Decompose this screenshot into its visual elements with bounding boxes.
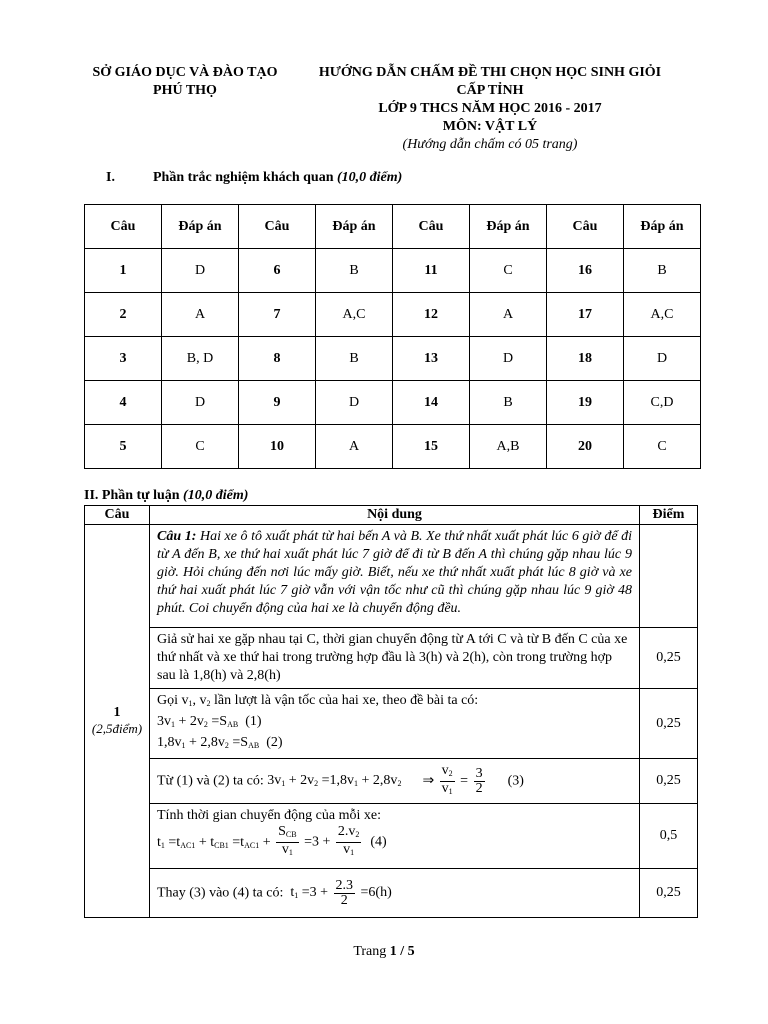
question-number: 6 — [239, 249, 316, 293]
essay-step4-text: Tính thời gian chuyển động của mỗi xe: — [157, 808, 381, 823]
equation-1: $3v_1 + 2v_2 =S_{AB}$ (1) — [157, 714, 262, 729]
table-row — [85, 425, 701, 469]
essay-step5-score: 0,25 — [640, 869, 698, 918]
answer-value: B — [316, 337, 393, 381]
table-row — [85, 293, 701, 337]
answer-value: B — [316, 249, 393, 293]
question-number: 18 — [547, 337, 624, 381]
answer-value: C,D — [624, 381, 701, 425]
question-number: 8 — [239, 337, 316, 381]
answer-value: B — [470, 381, 547, 425]
document-page-note: (Hướng dẫn chấm có 05 trang) — [402, 137, 578, 152]
section1-title: Phần trắc nghiệm khách quan — [153, 170, 334, 185]
essay-step3-score: 0,25 — [640, 759, 698, 804]
essay-question-number: 1 — [113, 705, 121, 720]
page-footer — [0, 944, 768, 960]
essay-step-row — [85, 759, 698, 804]
question-number: 3 — [85, 337, 162, 381]
section2-points: (10,0 điểm) — [183, 488, 249, 503]
equation-1-label: (1) — [245, 714, 262, 729]
question-number: 5 — [85, 425, 162, 469]
equation-3-ratio: $\frac{v_2}{v_1}$ — [441, 762, 453, 796]
essay-step3-text: Từ (1) và (2) ta có: — [157, 773, 264, 789]
essay-header-cau: Câu — [85, 506, 150, 525]
table-row — [85, 337, 701, 381]
question-number: 1 — [85, 249, 162, 293]
essay-step5-content — [151, 877, 638, 910]
section1-number: I. — [106, 170, 115, 185]
document-grade-year: LỚP 9 THCS NĂM HỌC 2016 - 2017 — [378, 101, 602, 116]
equation-2: $1,8v_1 + 2,8v_2 =S_{AB}$ (2) — [157, 735, 283, 750]
equation-3-label: (3) — [507, 773, 524, 789]
header-dap-an-3: Đáp án — [470, 205, 547, 249]
equation-3-value: $\frac{3}{2}$ — [475, 765, 483, 796]
question-number: 15 — [393, 425, 470, 469]
essay-step-row — [85, 869, 698, 918]
essay-step2-content — [151, 690, 638, 757]
essay-question-cell — [85, 525, 150, 918]
essay-step2-intro-b: lần lượt là vận tốc của hai xe, theo đề bài ta có: — [214, 693, 479, 708]
answer-value: D — [316, 381, 393, 425]
answer-value: D — [624, 337, 701, 381]
table-row — [85, 249, 701, 293]
header-dap-an-4: Đáp án — [624, 205, 701, 249]
question-number: 11 — [393, 249, 470, 293]
table-row — [85, 381, 701, 425]
answer-value: A — [162, 293, 239, 337]
question-number: 20 — [547, 425, 624, 469]
essay-step2-score: 0,25 — [640, 689, 698, 759]
department-name: SỞ GIÁO DỤC VÀ ĐÀO TẠO — [92, 65, 278, 80]
question-number: 12 — [393, 293, 470, 337]
header-dap-an-1: Đáp án — [162, 205, 239, 249]
department-header — [70, 64, 300, 100]
header-cau-2: Câu — [239, 205, 316, 249]
answer-value: D — [162, 249, 239, 293]
answer-value: A — [316, 425, 393, 469]
section1-points: (10,0 điểm) — [336, 170, 403, 185]
essay-step5-cell — [150, 869, 640, 918]
question-number: 4 — [85, 381, 162, 425]
essay-question-points: (2,5điểm) — [91, 721, 143, 736]
essay-prompt-row — [85, 525, 698, 628]
essay-step5-text: Thay (3) vào (4) ta có: — [157, 885, 284, 901]
essay-header-diem: Điểm — [640, 506, 698, 525]
header-cau-3: Câu — [393, 205, 470, 249]
essay-step2-intro — [157, 692, 632, 713]
page-label: Trang — [353, 944, 387, 959]
essay-prompt-score — [640, 525, 698, 628]
equation-2-label: (2) — [266, 735, 283, 750]
question-number: 2 — [85, 293, 162, 337]
question-number: 10 — [239, 425, 316, 469]
page-number: 1 / 5 — [389, 944, 415, 959]
equation-4-label: (4) — [370, 834, 387, 850]
section2-heading — [84, 488, 248, 504]
equation-4: $t_1 =t_{AC1} + t_{CB1} =t_{AC1}$ + $\frac{S_{CB}}{v_1}$ =3 + $\frac{2.v_2}{v_1}$ (4) — [157, 824, 387, 857]
answer-value: A,C — [316, 293, 393, 337]
answer-value: B — [624, 249, 701, 293]
question-number: 16 — [547, 249, 624, 293]
answer-value: B, D — [162, 337, 239, 381]
section2-title: II. Phần tự luận — [84, 488, 180, 503]
document-level: CẤP TỈNH — [456, 83, 524, 98]
answer-value: D — [162, 381, 239, 425]
section1-heading — [153, 170, 402, 186]
essay-step2-cell — [150, 689, 640, 759]
essay-step4-cell — [150, 804, 640, 869]
equation-3-lhs: $3v_1 + 2v_2 =1,8v_1 + 2,8v_2$ — [267, 773, 402, 789]
answer-value: A,B — [470, 425, 547, 469]
header-cau-1: Câu — [85, 205, 162, 249]
header-dap-an-2: Đáp án — [316, 205, 393, 249]
document-title: HƯỚNG DẪN CHẤM ĐỀ THI CHỌN HỌC SINH GIỎI — [318, 65, 662, 80]
question-number: 7 — [239, 293, 316, 337]
essay-prompt-label: Câu 1: — [157, 529, 197, 544]
answer-key-table — [84, 204, 701, 469]
answer-key-header-row — [85, 205, 701, 249]
header-cau-4: Câu — [547, 205, 624, 249]
essay-step-row — [85, 804, 698, 869]
essay-step1-cell — [150, 628, 640, 689]
essay-prompt — [151, 526, 638, 620]
essay-step3-cell — [150, 759, 640, 804]
answer-value: A,C — [624, 293, 701, 337]
answer-value: C — [624, 425, 701, 469]
essay-step-row — [85, 689, 698, 759]
question-number: 14 — [393, 381, 470, 425]
answer-value: D — [470, 337, 547, 381]
question-number: 9 — [239, 381, 316, 425]
essay-header-noi-dung: Nội dung — [150, 506, 640, 525]
essay-prompt-text: Hai xe ô tô xuất phát từ hai bến A và B. Xe thứ nhất xuất phát lúc 6 giờ để đi từ A đến B, xe thứ hai xuất phát lúc 7 giờ để đi từ B đến A thì chúng gặp nhau lúc 9 giờ. Hỏi chúng đến nơi lúc mấy giờ. Biết, nếu xe thứ nhất xuất phát lúc 8 giờ và xe thứ hai xuất phát lúc 7 giờ vẫn với vận tốc như cũ thì chúng gặp nhau lúc 9 giờ 48 phút. Coi chuyển động của hai xe là chuyển động đều. — [157, 529, 633, 616]
document-subject: MÔN: VẬT LÝ — [442, 119, 538, 134]
essay-header-row — [85, 506, 698, 525]
question-number: 17 — [547, 293, 624, 337]
essay-prompt-cell — [150, 525, 640, 628]
question-number: 19 — [547, 381, 624, 425]
equation-5: $t_1 =3$ + $\frac{2.3}{2}$ =6(h) — [290, 877, 392, 908]
essay-grading-table — [84, 505, 698, 918]
answer-value: A — [470, 293, 547, 337]
essay-step2-intro-a: Gọi — [157, 693, 178, 708]
essay-step4-score: 0,5 — [640, 804, 698, 869]
essay-step-row — [85, 628, 698, 689]
essay-step1-text: Giả sử hai xe gặp nhau tại C, thời gian chuyển động từ A tới C và từ B đến C của xe thứ nhất và xe thứ hai trong trường hợp đầu là 3(h) và 2(h), còn trong trường hợp sau là 1,8(h) và 2,8(h) — [157, 632, 628, 683]
implies-icon: ⇒ — [422, 773, 435, 789]
answer-value: C — [470, 249, 547, 293]
province-name: PHÚ THỌ — [153, 83, 217, 98]
essay-step4-content — [151, 805, 638, 862]
document-title-block — [290, 64, 690, 154]
answer-value: C — [162, 425, 239, 469]
velocity-symbols: $v_1$, $v_2$ — [181, 693, 211, 708]
essay-step3-content: Từ (1) và (2) ta có: $3v_1 + 2v_2 =1,8v_1 + 2,8v_2$ ⇒ $\frac{v_2}{v_1}$ = $\frac{3}{2}$ (3) — [151, 762, 638, 801]
question-number: 13 — [393, 337, 470, 381]
essay-step1-score: 0,25 — [640, 628, 698, 689]
